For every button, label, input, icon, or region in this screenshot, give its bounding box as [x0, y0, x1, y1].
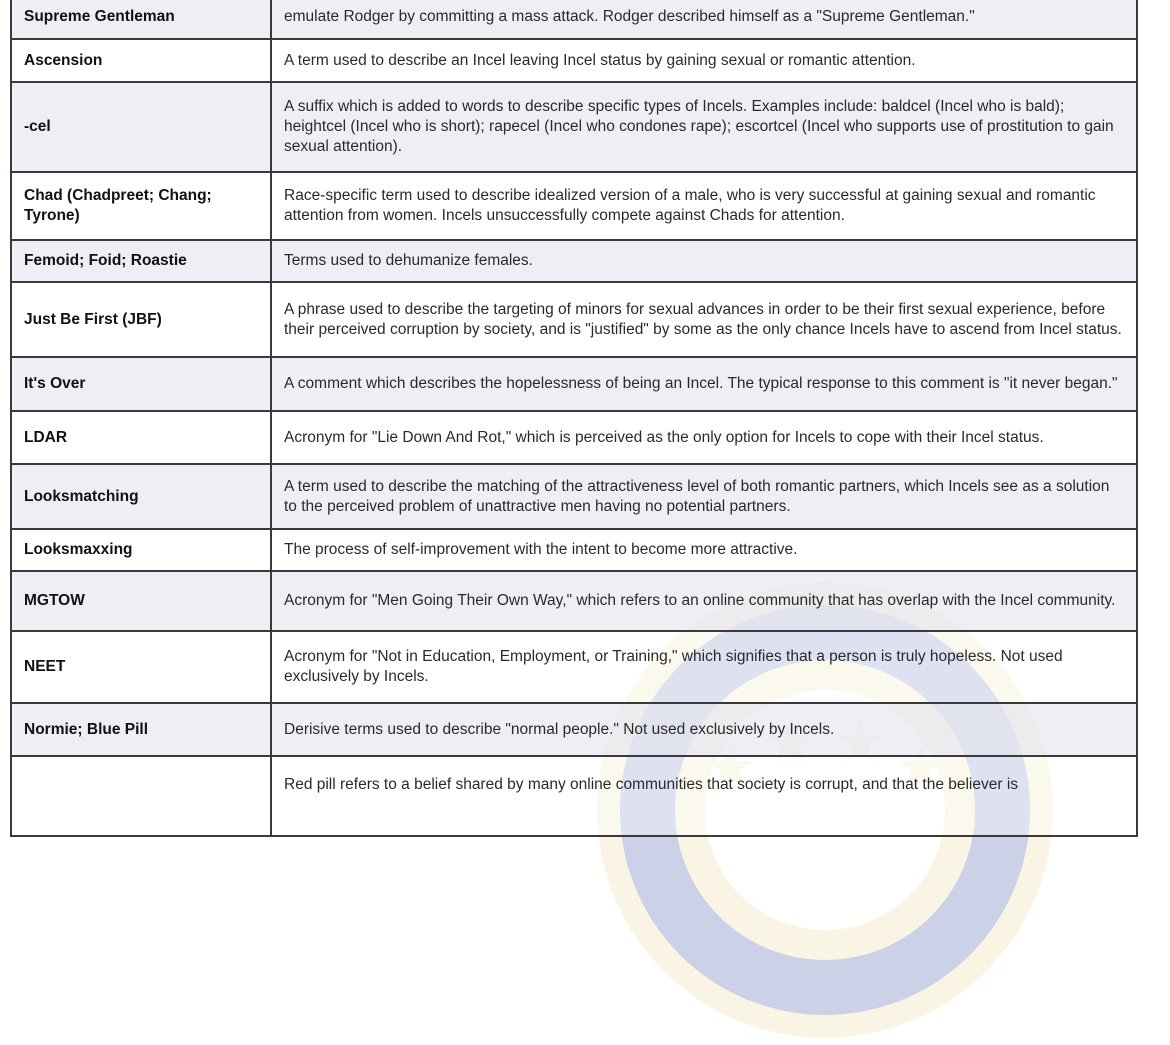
- definition-cell: A term used to describe the matching of the attractiveness level of both romantic partners, which Incels see as a solution to the perceived problem of unattractive men having no potential partners.: [271, 464, 1137, 529]
- table-row: [11, 172, 1137, 240]
- definition-cell: A suffix which is added to words to describe specific types of Incels. Examples include: baldcel (Incel who is bald); heightcel (Incel who is short); rapecel (Incel who condones rape); escortcel (Incel who supports use of prostitution to gain sexual attention).: [271, 82, 1137, 172]
- table-row: [11, 703, 1137, 756]
- table-row: [11, 529, 1137, 571]
- term-cell: Looksmaxxing: [11, 529, 271, 571]
- term-cell: LDAR: [11, 411, 271, 464]
- table-row: [11, 756, 1137, 836]
- definition-cell: Race-specific term used to describe idealized version of a male, who is very successful at gaining sexual and romantic attention from women. Incels unsuccessfully compete against Chads for attention.: [271, 172, 1137, 240]
- definition-cell: Derisive terms used to describe "normal people." Not used exclusively by Incels.: [271, 703, 1137, 756]
- term-cell: Normie; Blue Pill: [11, 703, 271, 756]
- table-row: [11, 240, 1137, 282]
- table-row: [11, 282, 1137, 357]
- glossary-table: [10, 0, 1138, 837]
- term-cell: Chad (Chadpreet; Chang; Tyrone): [11, 172, 271, 240]
- term-cell: Just Be First (JBF): [11, 282, 271, 357]
- definition-cell: A comment which describes the hopelessness of being an Incel. The typical response to this comment is "it never began.": [271, 357, 1137, 411]
- table-row: [11, 0, 1137, 39]
- term-cell: Looksmatching: [11, 464, 271, 529]
- definition-cell: A term used to describe an Incel leaving Incel status by gaining sexual or romantic attention.: [271, 39, 1137, 82]
- table-row: [11, 357, 1137, 411]
- table-row: [11, 464, 1137, 529]
- table-row: [11, 411, 1137, 464]
- term-cell: Femoid; Foid; Roastie: [11, 240, 271, 282]
- term-cell: MGTOW: [11, 571, 271, 631]
- definition-cell: Acronym for "Lie Down And Rot," which is perceived as the only option for Incels to cope with their Incel status.: [271, 411, 1137, 464]
- table-row: [11, 39, 1137, 82]
- term-cell: Ascension: [11, 39, 271, 82]
- definition-cell: Terms used to dehumanize females.: [271, 240, 1137, 282]
- term-cell: [11, 756, 271, 836]
- table-row: [11, 82, 1137, 172]
- term-cell: It's Over: [11, 357, 271, 411]
- definition-cell: emulate Rodger by committing a mass attack. Rodger described himself as a "Supreme Gentleman.": [271, 0, 1137, 39]
- term-cell: NEET: [11, 631, 271, 703]
- term-cell: -cel: [11, 82, 271, 172]
- table-row: [11, 631, 1137, 703]
- definition-cell: The process of self-improvement with the intent to become more attractive.: [271, 529, 1137, 571]
- term-cell: Supreme Gentleman: [11, 0, 271, 39]
- definition-cell: Acronym for "Men Going Their Own Way," which refers to an online community that has overlap with the Incel community.: [271, 571, 1137, 631]
- definition-cell: A phrase used to describe the targeting of minors for sexual advances in order to be their first sexual experience, before their perceived corruption by society, and is "justified" by some as the only chance Incels have to ascend from Incel status.: [271, 282, 1137, 357]
- table-row: [11, 571, 1137, 631]
- definition-cell: Red pill refers to a belief shared by many online communities that society is corrupt, and that the believer is: [271, 756, 1137, 836]
- definition-cell: Acronym for "Not in Education, Employment, or Training," which signifies that a person is truly hopeless. Not used exclusively by Incels.: [271, 631, 1137, 703]
